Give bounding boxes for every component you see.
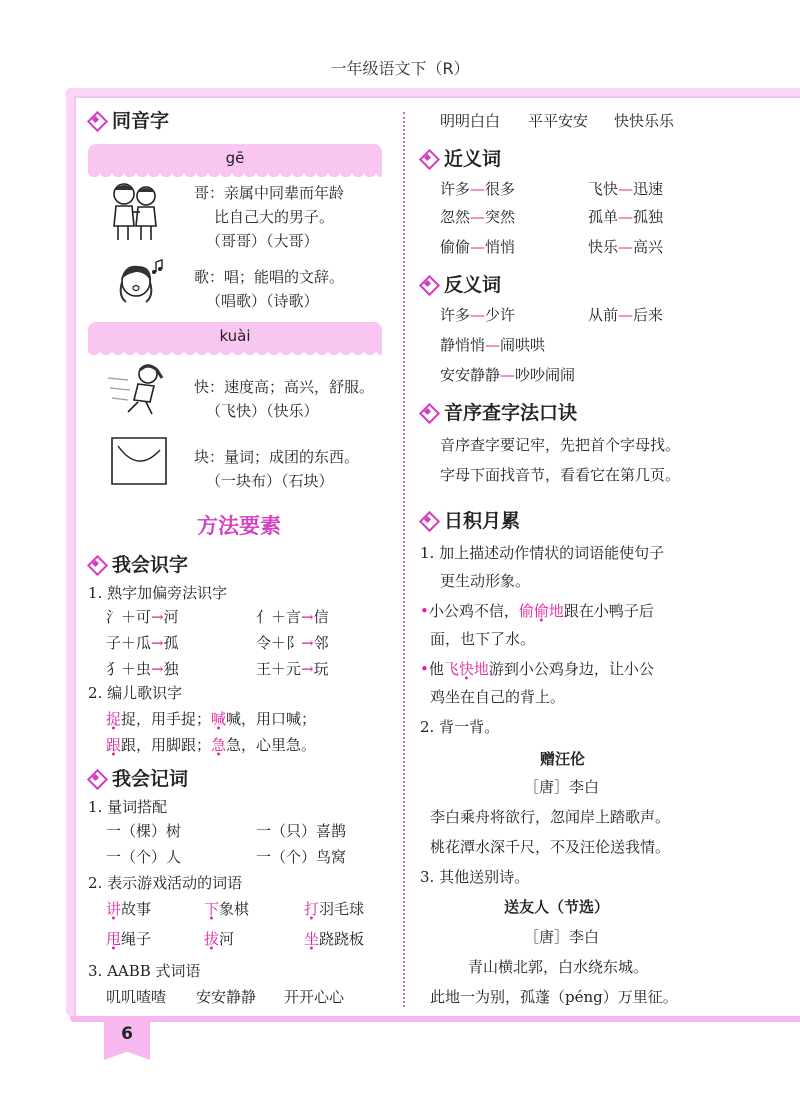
- synonym-pair-2: 飞快—迅速: [588, 180, 664, 198]
- radical-combo-6: 王＋元→玩: [256, 660, 329, 678]
- phonetic-rhyme-line2: 字母下面找音节，看看它在第几页。: [440, 466, 681, 484]
- running-girl-illustration-icon: [106, 360, 172, 418]
- two-children-illustration-icon: [104, 180, 166, 244]
- synonym-pair-6: 快乐—高兴: [588, 238, 664, 256]
- pinyin-ribbon-kuai: kuài: [88, 322, 382, 350]
- definition-kuai-2-examples: （一块布）（石块）: [206, 472, 334, 490]
- section-daily-title: 日积月累: [420, 506, 520, 533]
- poem2-author: ［唐］李白: [524, 928, 600, 946]
- example-sentence-2: •他飞快地游到小公鸡身边，让小公: [420, 660, 654, 678]
- measure-word-1: 一（棵）树: [106, 822, 182, 840]
- highlight-word-2: 飞快地: [443, 660, 489, 678]
- definition-ge-1-line1: 哥：亲属中同辈而年龄: [194, 184, 345, 202]
- radical-combo-1: 氵＋可→河: [106, 608, 179, 626]
- definition-kuai-2-line1: 块：量词；成团的东西。: [194, 448, 360, 466]
- phonetic-rhyme-line1: 音序查字要记牢，先把首个字母找。: [440, 436, 681, 454]
- recognize-item1-title: 1. 熟字加偏旁法识字: [88, 584, 228, 602]
- definition-ge-1-line2: 比自己大的男子。: [214, 208, 335, 226]
- game-word-6: 坐跷跷板: [304, 930, 365, 948]
- measure-word-2: 一（只）喜鹊: [256, 822, 347, 840]
- section-memorize-title: 我会记词: [88, 764, 188, 791]
- daily-item1-line1: 1. 加上描述动作情状的词语能使句子: [420, 544, 665, 562]
- antonym-pair-1: 许多—少许: [440, 306, 516, 324]
- section-synonyms-title: 近义词: [420, 144, 501, 171]
- section-phonetic-title: 音序查字法口诀: [420, 398, 577, 425]
- cloth-piece-illustration-icon: [108, 434, 170, 488]
- synonym-pair-5: 偷偷—悄悄: [440, 238, 516, 256]
- aabb-word-4: 明明白白: [440, 112, 501, 130]
- synonym-pair-3: 忽然—突然: [440, 208, 516, 226]
- definition-kuai-1-line1: 快：速度高；高兴，舒服。: [194, 378, 375, 396]
- radical-combo-5: 犭＋虫→独: [106, 660, 179, 678]
- diamond-icon: [88, 770, 104, 786]
- radical-combo-3: 子＋瓜→孤: [106, 634, 179, 652]
- definition-ge-2-examples: （唱歌）（诗歌）: [206, 292, 319, 310]
- diamond-icon: [88, 112, 104, 128]
- antonym-pair-2: 从前—后来: [588, 306, 664, 324]
- rhyme-line-2: 跟跟，用脚跟；急急，心里急。: [106, 736, 317, 754]
- pinyin-ribbon-ge: gē: [88, 144, 382, 172]
- poem2-line2: 此地一为别，孤蓬（péng）万里征。: [430, 988, 678, 1006]
- synonym-pair-4: 孤单—孤独: [588, 208, 664, 226]
- memorize-item3-title: 3. AABB 式词语: [88, 962, 201, 980]
- measure-word-4: 一（个）鸟窝: [256, 848, 347, 866]
- section-antonyms-title: 反义词: [420, 270, 501, 297]
- game-word-5: 拔河: [204, 930, 235, 948]
- aabb-word-6: 快快乐乐: [614, 112, 675, 130]
- poem2-line1: 青山横北郭，白水绕东城。: [468, 958, 649, 976]
- game-word-2: 下象棋: [204, 900, 250, 918]
- synonym-pair-1: 许多—很多: [440, 180, 516, 198]
- game-word-4: 甩绳子: [106, 930, 152, 948]
- diamond-icon: [420, 404, 436, 420]
- definition-kuai-1-examples: （飞快）（快乐）: [206, 402, 319, 420]
- diamond-icon: [420, 276, 436, 292]
- antonym-pair-4: 安安静静—吵吵闹闹: [440, 366, 576, 384]
- aabb-word-1: 叽叽喳喳: [106, 988, 167, 1006]
- section-homophones-title: 同音字: [88, 106, 169, 133]
- example-sentence-1: •小公鸡不信，偷偷地跟在小鸭子后: [420, 602, 654, 620]
- diamond-icon: [88, 556, 104, 572]
- definition-ge-1-examples: （哥哥）（大哥）: [206, 232, 319, 250]
- example-sentence-1-line2: 面，也下了水。: [430, 630, 536, 648]
- rhyme-line-1: 捉捉，用手捉；喊喊，用口喊；: [106, 710, 317, 728]
- recognize-item2-title: 2. 编儿歌识字: [88, 684, 183, 702]
- radical-combo-4: 令＋阝→邻: [256, 634, 329, 652]
- methods-heading: 方法要素: [197, 513, 281, 538]
- section-recognize-title: 我会识字: [88, 550, 188, 577]
- aabb-word-2: 安安静静: [196, 988, 257, 1006]
- definition-ge-2-line1: 歌：唱；能唱的文辞。: [194, 268, 345, 286]
- running-header: 一年级语文下（R）: [330, 59, 470, 78]
- daily-item2: 2. 背一背。: [420, 718, 500, 736]
- diamond-icon: [420, 150, 436, 166]
- game-word-1: 讲故事: [106, 900, 152, 918]
- measure-word-3: 一（个）人: [106, 848, 182, 866]
- page-number: 6: [121, 1024, 133, 1044]
- poem1-line1: 李白乘舟将欲行，忽闻岸上踏歌声。: [430, 808, 671, 826]
- poem1-title: 赠汪伦: [540, 750, 586, 768]
- poem2-title: 送友人（节选）: [504, 898, 610, 916]
- daily-item3: 3. 其他送别诗。: [420, 868, 530, 886]
- column-divider: [403, 112, 405, 1007]
- antonym-pair-3: 静悄悄—闹哄哄: [440, 336, 546, 354]
- example-sentence-2-line2: 鸡坐在自己的背上。: [430, 688, 566, 706]
- singing-girl-illustration-icon: [114, 256, 168, 308]
- aabb-word-5: 平平安安: [528, 112, 589, 130]
- memorize-item1-title: 1. 量词搭配: [88, 798, 168, 816]
- aabb-word-3: 开开心心: [284, 988, 345, 1006]
- radical-combo-2: 亻＋言→信: [256, 608, 329, 626]
- poem1-author: ［唐］李白: [524, 778, 600, 796]
- daily-item1-line2: 更生动形象。: [440, 572, 531, 590]
- diamond-icon: [420, 512, 436, 528]
- game-word-3: 打羽毛球: [304, 900, 365, 918]
- highlight-word-1: 偷偷地: [518, 602, 564, 620]
- poem1-line2: 桃花潭水深千尺，不及汪伦送我情。: [430, 838, 671, 856]
- memorize-item2-title: 2. 表示游戏活动的词语: [88, 874, 243, 892]
